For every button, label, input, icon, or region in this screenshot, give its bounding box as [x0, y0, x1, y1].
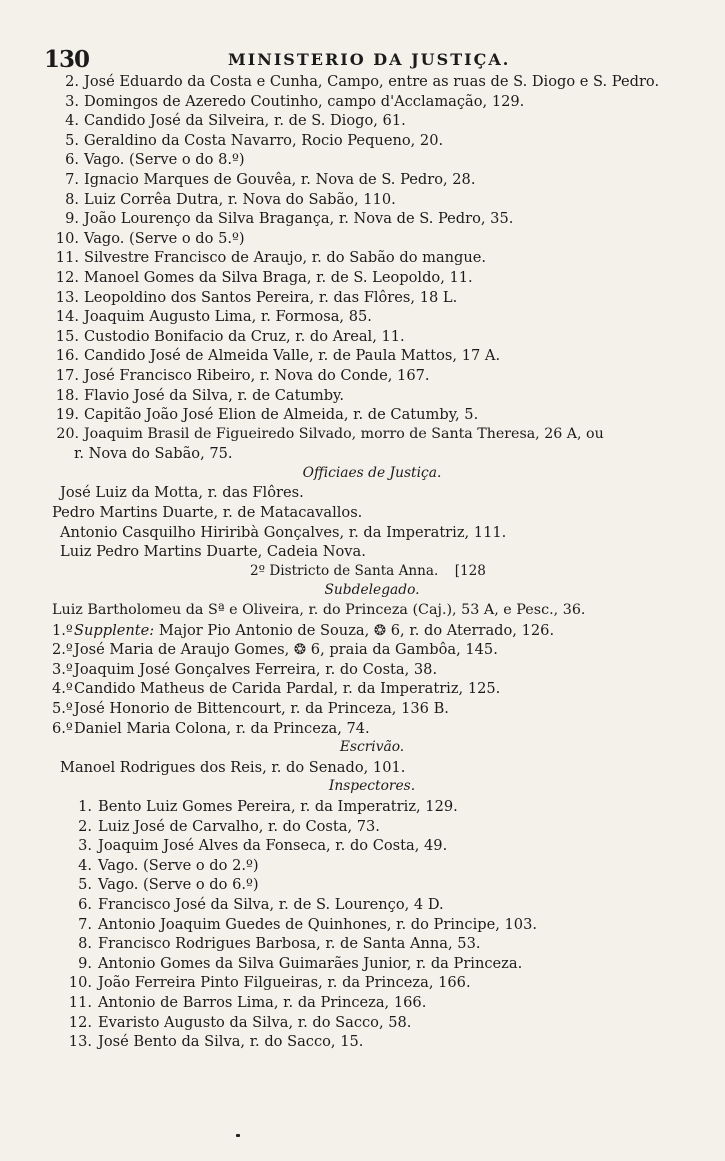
section-heading-inspectores: Inspectores.: [328, 778, 416, 795]
supplente-number: 2.º: [52, 641, 73, 659]
inspector-line: José Bento da Silva, r. do Sacco, 15.: [98, 1033, 364, 1051]
list-item-number: 17.: [55, 366, 79, 384]
district-heading: [52, 562, 692, 582]
list-item: Manoel Gomes da Silva Braga, r. de S. Leopoldo, 11.: [84, 268, 473, 286]
inspector-number: 8.: [78, 935, 92, 953]
page-body: [52, 72, 692, 1052]
officiaes-line: Antonio Casquilho Hiriribà Gonçalves, r. da Imperatriz, 111.: [60, 523, 507, 541]
officiaes-line: José Luiz da Motta, r. das Flôres.: [60, 484, 304, 502]
inspector-line: Antonio Joaquim Guedes de Quinhones, r. do Principe, 103.: [98, 915, 538, 933]
inspector-line: Vago. (Serve o do 6.º): [98, 876, 259, 894]
supplente-text: Joaquim José Gonçalves Ferreira, r. do Costa, 38.: [74, 660, 438, 678]
list-item-number: 3.: [65, 92, 79, 110]
inspector-line: Joaquim José Alves da Fonseca, r. do Costa, 49.: [98, 837, 448, 855]
list-item-number: 10.: [55, 229, 79, 247]
section-heading-officiaes: Officiaes de Justiça.: [302, 464, 442, 481]
supplentes-list: [52, 621, 692, 739]
list-item: Vago. (Serve o do 8.º): [84, 151, 245, 169]
list-item: José Francisco Ribeiro, r. Nova do Conde, 167.: [84, 366, 430, 384]
list-item: Candido José de Almeida Valle, r. de Paula Mattos, 17 A.: [84, 347, 501, 365]
page-header: [44, 46, 684, 72]
inspector-number: 11.: [68, 993, 92, 1011]
list-item-number: 12.: [55, 268, 79, 286]
subdelegado-line: Luiz Bartholomeu da Sª e Oliveira, r. do Princeza (Caj.), 53 A, e Pesc., 36.: [52, 602, 586, 619]
inspector-number: 12.: [68, 1013, 92, 1031]
supplente-number: 1.º: [52, 621, 73, 639]
inspector-number: 7.: [78, 915, 92, 933]
inspector-number: 3.: [78, 837, 92, 855]
numbered-list-1: [52, 72, 692, 464]
list-item: José Eduardo da Costa e Cunha, Campo, entre as ruas de S. Diogo e S. Pedro.: [84, 73, 660, 90]
supplente-text: 6, praia da Gambôa, 145.: [310, 641, 498, 659]
inspector-line: Antonio Gomes da Silva Guimarães Junior, r. da Princeza.: [98, 954, 523, 972]
list-item: Leopoldino dos Santos Pereira, r. das Flôres, 18 L.: [84, 288, 458, 306]
inspectores-list: [52, 797, 692, 1052]
page-speck: [236, 1134, 240, 1137]
list-item: Custodio Bonifacio da Cruz, r. do Areal, 11.: [84, 327, 405, 345]
list-item: Ignacio Marques de Gouvêa, r. Nova de S. Pedro, 28.: [84, 170, 476, 188]
inspector-number: 13.: [68, 1033, 92, 1051]
inspector-line: Bento Luiz Gomes Pereira, r. da Imperatriz, 129.: [98, 797, 458, 815]
supplente-number: 4.º: [52, 680, 73, 698]
list-item-number: 8.: [65, 190, 79, 208]
supplente-text: Daniel Maria Colona, r. da Princeza, 74.: [74, 719, 370, 737]
list-item-number: 13.: [55, 288, 79, 306]
list-item-number: 11.: [55, 249, 79, 267]
list-item-number: 4.: [65, 112, 79, 130]
escrivao-line: Manoel Rodrigues dos Reis, r. do Senado, 101.: [60, 758, 406, 776]
inspector-line: João Ferreira Pinto Filgueiras, r. da Princeza, 166.: [98, 974, 471, 992]
inspector-number: 9.: [78, 954, 92, 972]
inspector-number: 6.: [78, 895, 92, 913]
inspector-line: Francisco José da Silva, r. de S. Lourenço, 4 D.: [98, 895, 444, 913]
list-item: Joaquim Augusto Lima, r. Formosa, 85.: [84, 308, 372, 326]
district-number: [128: [454, 562, 486, 579]
list-item: Capitão João José Elion de Almeida, r. de Catumby, 5.: [84, 406, 479, 424]
supplente-number: 6.º: [52, 719, 73, 737]
inspector-line: Evaristo Augusto da Silva, r. do Sacco, 58.: [98, 1013, 412, 1031]
supplente-text: Candido Matheus de Carida Pardal, r. da Imperatriz, 125.: [74, 680, 501, 698]
inspector-line: Luiz José de Carvalho, r. do Costa, 73.: [98, 817, 380, 835]
list-item: João Lourenço da Silva Bragança, r. Nova de S. Pedro, 35.: [84, 210, 514, 228]
list-item-continuation: r. Nova do Sabão, 75.: [74, 445, 233, 463]
district-title: 2º Districto de Santa Anna.: [250, 562, 439, 579]
list-item-number: 5.: [65, 131, 79, 149]
inspector-number: 2.: [78, 817, 92, 835]
supplente-text: 6, r. do Aterrado, 126.: [390, 621, 555, 639]
supplente-text: Major Pio Antonio de Souza,: [158, 621, 370, 639]
officiaes-list: [52, 483, 692, 561]
running-title: MINISTERIO DA JUSTIÇA.: [228, 50, 511, 69]
emblem-icon: ❂: [373, 621, 387, 639]
list-item: Vago. (Serve o do 5.º): [84, 229, 245, 247]
list-item-number: 14.: [55, 308, 79, 326]
inspector-number: 5.: [78, 876, 92, 894]
inspector-number: 1.: [78, 797, 92, 815]
inspector-line: Vago. (Serve o do 2.º): [98, 856, 259, 874]
list-item-number: 9.: [65, 210, 79, 228]
list-item: Geraldino da Costa Navarro, Rocio Pequeno, 20.: [84, 131, 444, 149]
list-item: Silvestre Francisco de Araujo, r. do Sabão do mangue.: [84, 249, 487, 267]
emblem-icon: ❂: [293, 641, 307, 659]
inspector-number: 10.: [68, 974, 92, 992]
section-heading-escrivao: Escrivão.: [339, 739, 405, 756]
officiaes-line: Luiz Pedro Martins Duarte, Cadeia Nova.: [60, 543, 366, 561]
supplente-label: Supplente:: [74, 621, 155, 639]
section-heading-subdelegado: Subdelegado.: [324, 582, 420, 599]
list-item-number: 2.: [65, 73, 79, 90]
inspector-number: 4.: [78, 856, 92, 874]
list-item: Domingos de Azeredo Coutinho, campo d'Acclamação, 129.: [84, 92, 525, 110]
list-item-number: 18.: [55, 386, 79, 404]
inspector-line: Antonio de Barros Lima, r. da Princeza, 166.: [98, 993, 427, 1011]
list-item-number: 15.: [55, 327, 79, 345]
supplente-number: 5.º: [52, 700, 73, 717]
list-item: Joaquim Brasil de Figueiredo Silvado, morro de Santa Theresa, 26 A, ou: [84, 425, 604, 442]
supplente-number: 3.º: [52, 660, 73, 678]
list-item-number: 7.: [65, 170, 79, 188]
list-item-number: 20.: [56, 425, 79, 442]
inspector-line: Francisco Rodrigues Barbosa, r. de Santa Anna, 53.: [98, 935, 481, 953]
officiaes-line: Pedro Martins Duarte, r. de Matacavallos.: [52, 504, 363, 522]
page-number: 130: [44, 46, 90, 73]
supplente-text: José Honorio de Bittencourt, r. da Princeza, 136 B.: [74, 700, 449, 717]
list-item-number: 16.: [55, 347, 79, 365]
list-item: Luiz Corrêa Dutra, r. Nova do Sabão, 110.: [84, 190, 396, 208]
list-item: Candido José da Silveira, r. de S. Diogo, 61.: [84, 112, 406, 130]
list-item-number: 19.: [55, 406, 79, 424]
list-item: Flavio José da Silva, r. de Catumby.: [84, 386, 344, 404]
supplente-text: José Maria de Araujo Gomes,: [74, 641, 290, 659]
list-item-number: 6.: [65, 151, 79, 169]
